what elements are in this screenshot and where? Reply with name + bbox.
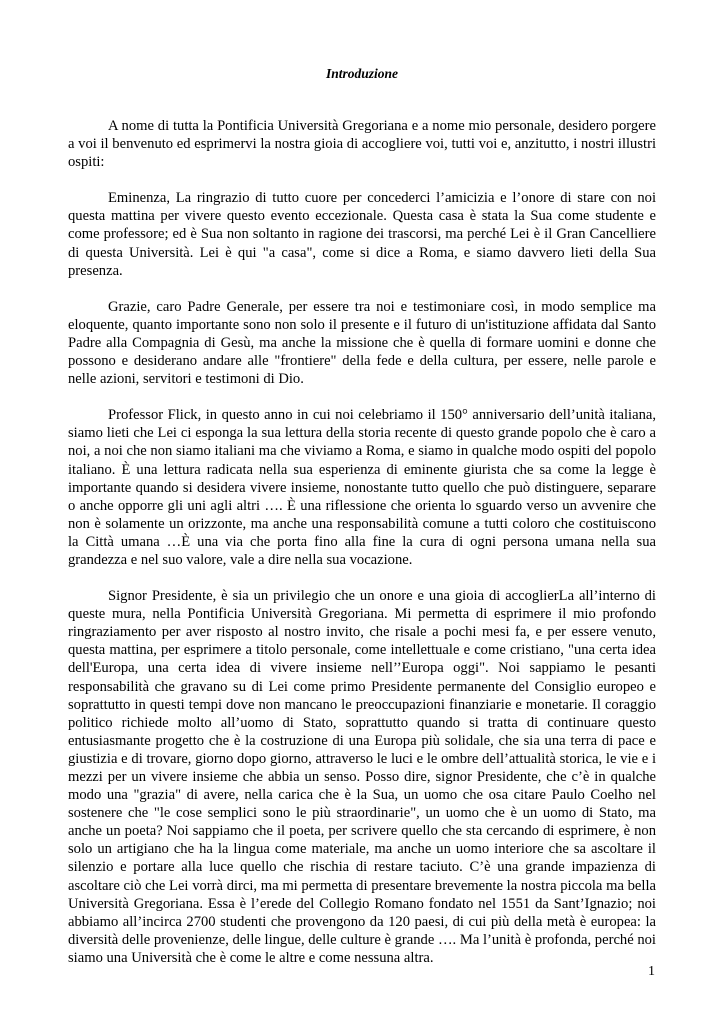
paragraph-eminenza: Eminenza, La ringrazio di tutto cuore per concederci l’amicizia e l’onore di stare con noi questa mattina per vivere questo evento eccezionale. Questa casa è stata la Sua come studente e come professore; ed è Sua non soltanto in ragione dei trascorsi, ma perché Lei è il Gran Cancelliere di questa Università. Lei è qui "a casa", come si dice a Roma, e siamo davvero lieti della Sua presenza. <box>68 190 656 279</box>
page-title: Introduzione <box>325 66 399 81</box>
paragraph-padre-generale: Grazie, caro Padre Generale, per essere tra noi e testimoniare così, in modo semplice ma eloquente, quanto importante sono non solo il presente e il futuro di un'istituzione affidata dal Santo Padre alla Compagnia di Gesù, ma anche la missione che è quella di formare uomini e donne che possono e desiderano andare alle "frontiere" della fede e della cultura, per essere, nelle parole e nelle azioni, servitori e testimoni di Dio. <box>68 298 656 388</box>
page-number: 1 <box>648 964 655 979</box>
paragraph-welcome: A nome di tutta la Pontificia Università Gregoriana e a nome mio personale, desidero porgere a voi il benvenuto ed esprimervi la nostra gioia di accogliere voi, tutti voi e, anzitutto, i nostri illustri ospiti: <box>68 118 656 171</box>
paragraph-professor-flick: Professor Flick, in questo anno in cui noi celebriamo il 150° anniversario dell’unità italiana, siamo lieti che Lei ci esponga la sua lettura della storia recente di questo grande popolo che è caro a noi, a noi che non siamo italiani ma che viviamo a Roma, e siamo in qualche modo ospiti del popolo italiano. È una lettura radicata nella sua esperienza di eminente giurista che sa come la legge è importante quando si desidera vivere insieme, nonostante tutto quello che può distinguere, separare o anche opporre gli uni agli altri …. È una riflessione che orienta lo sguardo verso un avvenire che non è solamente un orizzonte, ma anche una responsabilità comune a tutti coloro che costituiscono la Città umana …È una via che porta fino alla fine la cura di ogni persona umana nella sua grandezza e nel suo valore, vale a dire nella sua vocazione. <box>68 407 656 568</box>
body-text <box>68 117 656 985</box>
paragraph-signor-presidente: Signor Presidente, è sia un privilegio che un onore e una gioia di accoglierLa all’interno di queste mura, nella Pontificia Università Gregoriana. Mi permetta di esprimere il mio profondo ringraziamento per aver risposto al nostro invito, che risale a pochi mesi fa, e per essere venuto, questa mattina, per esprimere a titolo personale, come intellettuale e come cristiano, "una certa idea dell'Europa, una certa idea di vivere insieme nell’’Europa oggi". Noi sappiamo le pesanti responsabilità che gravano su di Lei come primo Presidente permanente del Consiglio europeo e soprattutto in questi tempi dove non mancano le preoccupazioni finanziarie e monetarie. Il coraggio politico richiede molto all’uomo di Stato, soprattutto quando si tratta di continuare questo entusiasmante progetto che è la costruzione di una Europa più solidale, che sia una terra di pace e giustizia e di trovare, giorno dopo giorno, attraverso le luci e le ombre dell’attualità storica, le vie e i mezzi per un vivere insieme che abbia un senso. Posso dire, signor Presidente, che c’è in qualche modo una "grazia" di avere, nella carica che è la Sua, un uomo che osa citare Paulo Coelho nel sostenere che "le cose semplici sono le più straordinarie", un uomo che è un uomo di Stato, ma anche un poeta? Noi sappiamo che il poeta, per scrivere quello che sta cercando di esprimere, è non solo un artigiano che ha la lingua come materiale, ma anche un uomo interiore che sa ascoltare il silenzio e portare alla luce quello che rischia di restare taciuto. C’è una grande impazienza di ascoltare ciò che Lei vorrà dirci, ma mi permetta di presentare brevemente la nostra piccola ma bella Università Gregoriana. Essa è l’erede del Collegio Romano fondato nel 1551 da Sant’Ignazio; noi abbiamo all’incirca 2700 studenti che provengono da 120 paesi, di cui più della metà è europea: la diversità delle provenienze, delle lingue, delle culture è grande …. Ma l’unità è profonda, perché noi siamo una Università che è come le altre e come nessuna altra. <box>68 588 656 966</box>
